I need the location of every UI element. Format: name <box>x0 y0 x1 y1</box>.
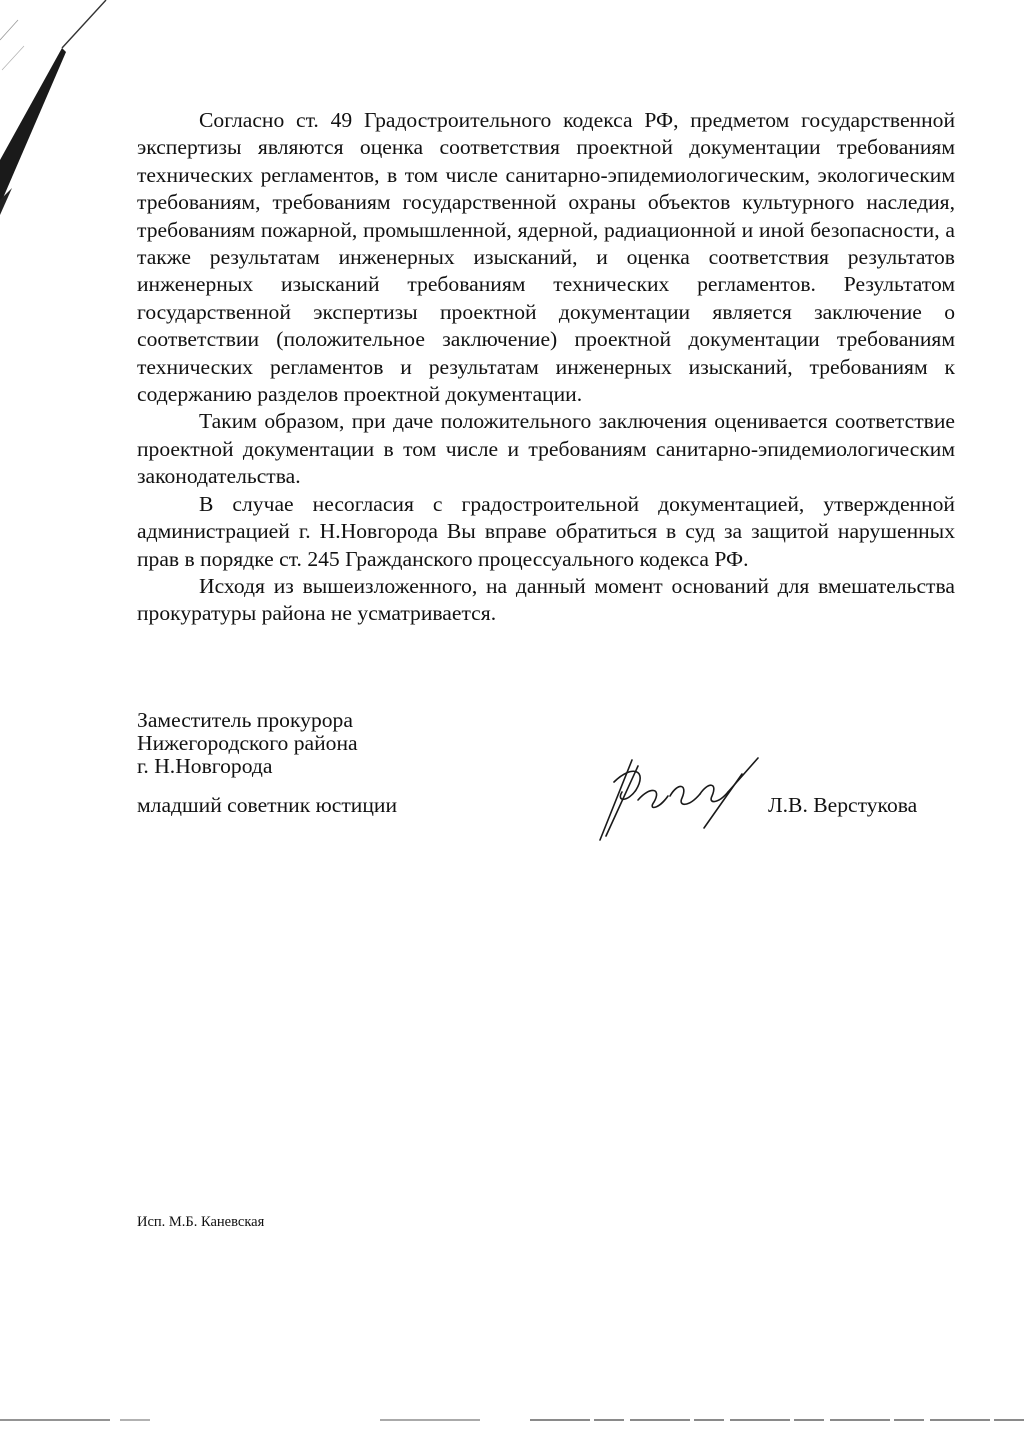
scan-bottom-edge <box>0 1412 1024 1426</box>
paragraph-court-appeal: В случае несогласия с градостроительной документацией, утвержденной администрацией г. Н.Новгорода Вы вправе обратиться в суд за защитой нарушенных прав в порядке ст. 245 Гражданского процессуального кодекса РФ. <box>137 491 955 571</box>
paragraph-conclusion: Таким образом, при даче положительного заключения оценивается соответствие проектной документации в том числе и требованиям санитарно-эпидемиологическим законодательства. <box>137 409 955 489</box>
executor-note: Исп. М.Б. Каневская <box>137 1214 265 1230</box>
signatory-name: Л.В. Верстукова <box>768 793 918 817</box>
position-line: Нижегородского района <box>137 731 358 755</box>
handwritten-signature <box>592 752 767 844</box>
position-line: Заместитель прокурора <box>137 708 353 732</box>
paragraph-expertise: Согласно ст. 49 Градостроительного кодекса РФ, предметом государственной экспертизы являются оценка соответствия проектной документации требованиям технических регламентов, в том числе санитарно-эпидемиологическим, экологическим требованиям, требованиям государственной охраны объектов культурного наследия, требованиям пожарной, промышленной, ядерной, радиационной и иной безопасности, а также результатам инженерных изысканий, и оценка соответствия результатов инженерных изысканий требованиям технических регламентов. Результатом государственной экспертизы проектной документации является заключение о соответствии (положительное заключение) проектной документации требованиям технических регламентов и результатам инженерных изысканий, требованиям к содержанию разделов проектной документации. <box>137 108 955 407</box>
signatory-rank: младший советник юстиции <box>137 793 398 817</box>
signatory-position <box>137 709 358 778</box>
position-line: г. Н.Новгорода <box>137 754 273 778</box>
paragraph-final: Исходя из вышеизложенного, на данный момент оснований для вмешательства прокуратуры района не усматривается. <box>137 573 955 626</box>
scan-edge-mark <box>0 0 130 260</box>
letter-body <box>137 107 955 628</box>
